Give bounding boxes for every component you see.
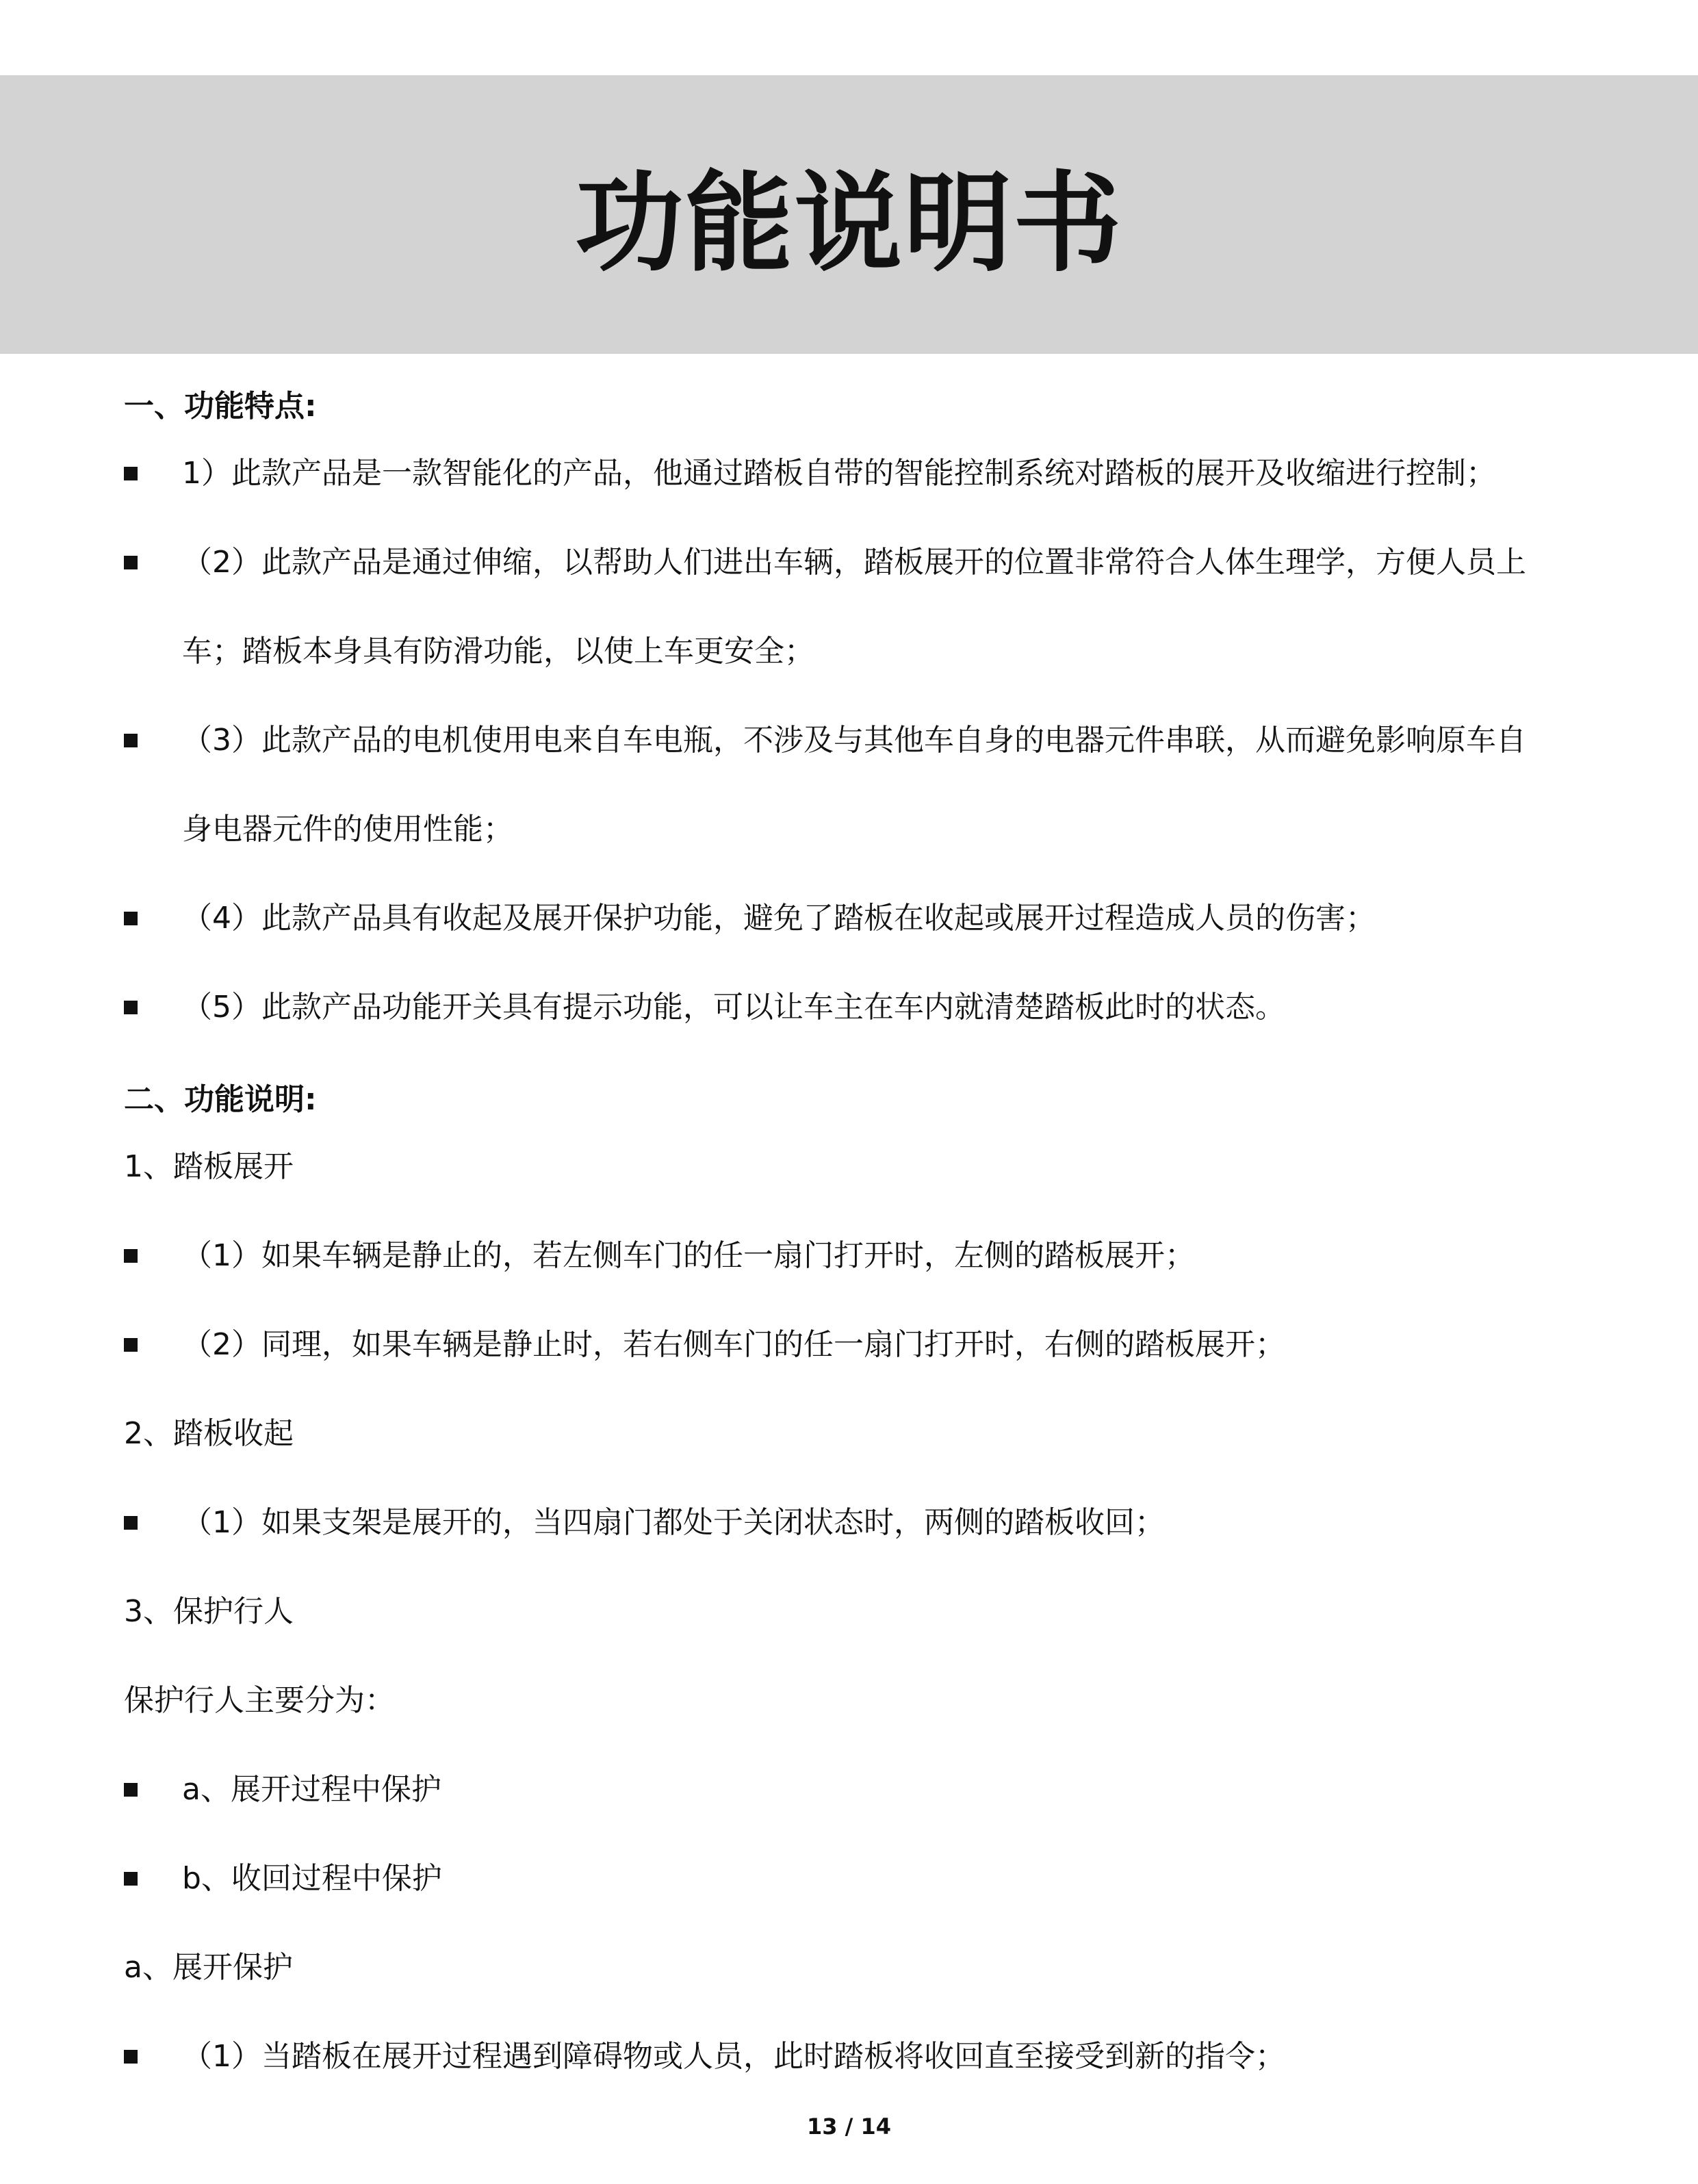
bullet-square-icon — [124, 1783, 138, 1797]
list-item — [0, 891, 1698, 946]
page-number: 13 / 14 — [806, 2114, 892, 2140]
bullet-square-icon — [124, 1872, 138, 1886]
list-item-text: （2）此款产品是通过伸缩，以帮助人们进出车辆，踏板展开的位置非常符合人体生理学，方便人员上 — [182, 545, 1526, 580]
subsection-heading-text: a、展开保护 — [124, 1950, 293, 1985]
bullet-square-icon — [124, 1516, 138, 1530]
list-item — [0, 446, 1698, 501]
list-item — [0, 535, 1698, 590]
bullet-square-icon — [124, 467, 138, 480]
subsection-heading — [0, 1140, 1698, 1194]
list-item-text: 身电器元件的使用性能； — [182, 812, 513, 847]
list-item-text: （1）当踏板在展开过程遇到障碍物或人员，此时踏板将收回直至接受到新的指令； — [182, 2039, 1285, 2074]
section-heading-text: 一、功能特点: — [124, 389, 317, 424]
list-item-text: 1）此款产品是一款智能化的产品，他通过踏板自带的智能控制系统对踏板的展开及收缩进行控制； — [182, 456, 1496, 491]
list-item-text: （5）此款产品功能开关具有提示功能，可以让车主在车内就清楚踏板此时的状态。 — [182, 990, 1285, 1025]
subsection-heading — [0, 1584, 1698, 1639]
bullet-square-icon — [124, 1249, 138, 1263]
subsection-heading-text: 3、保护行人 — [124, 1594, 294, 1629]
section-heading-features — [0, 379, 1698, 434]
list-item — [0, 980, 1698, 1035]
list-item — [0, 1318, 1698, 1372]
list-item — [0, 1229, 1698, 1283]
list-item-text: a、展开过程中保护 — [182, 1772, 441, 1807]
list-item-text: （1）如果车辆是静止的，若左侧车门的任一扇门打开时，左侧的踏板展开； — [182, 1238, 1195, 1273]
bullet-square-icon — [124, 1338, 138, 1352]
subsection-heading — [0, 1406, 1698, 1461]
list-item — [0, 713, 1698, 768]
subsection-heading-text: 1、踏板展开 — [124, 1149, 294, 1184]
list-item-text: （2）同理，如果车辆是静止时，若右侧车门的任一扇门打开时，右侧的踏板展开； — [182, 1327, 1285, 1362]
list-item-text: （1）如果支架是展开的，当四扇门都处于关闭状态时，两侧的踏板收回； — [182, 1505, 1165, 1540]
bullet-square-icon — [124, 1001, 138, 1014]
document-title: 功能说明书 — [575, 161, 1123, 287]
section-heading-text: 二、功能说明: — [124, 1082, 317, 1117]
list-item-text: b、收回过程中保护 — [182, 1861, 442, 1896]
list-item-text: 车；踏板本身具有防滑功能，以使上车更安全； — [182, 634, 814, 669]
list-item-continuation — [0, 802, 1698, 857]
subsection-heading-text: 2、踏板收起 — [124, 1416, 294, 1451]
section-heading-description — [0, 1072, 1698, 1127]
list-item-continuation — [0, 624, 1698, 679]
list-item — [0, 2029, 1698, 2084]
bullet-square-icon — [124, 734, 138, 747]
list-item — [0, 1495, 1698, 1550]
bullet-square-icon — [124, 556, 138, 569]
paragraph-text: 保护行人主要分为： — [124, 1683, 395, 1718]
list-item — [0, 1851, 1698, 1906]
paragraph — [0, 1673, 1698, 1728]
list-item — [0, 1762, 1698, 1817]
list-item-text: （4）此款产品具有收起及展开保护功能，避免了踏板在收起或展开过程造成人员的伤害； — [182, 901, 1376, 936]
bullet-square-icon — [124, 2050, 138, 2064]
bullet-square-icon — [124, 912, 138, 925]
list-item-text: （3）此款产品的电机使用电来自车电瓶，不涉及与其他车自身的电器元件串联，从而避免影响原车自 — [182, 723, 1526, 758]
subsection-heading — [0, 1940, 1698, 1995]
